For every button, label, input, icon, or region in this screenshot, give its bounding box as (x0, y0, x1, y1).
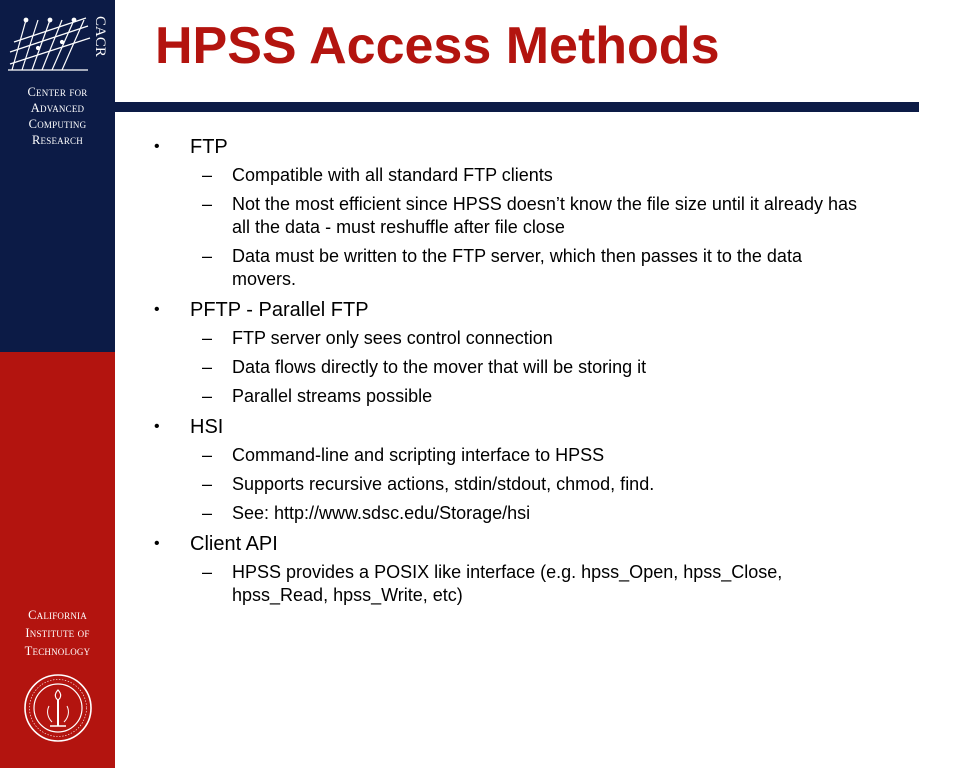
bullet-label: HSI (190, 416, 224, 438)
sub-item: – Supports recursive actions, stdin/stdout, chmod, find. (202, 474, 655, 494)
dash-icon: – (202, 246, 213, 266)
sub-list (150, 327, 870, 408)
sub-list (150, 164, 870, 291)
institution-name-line: California (28, 608, 87, 622)
org-name-line: Advanced (30, 101, 85, 115)
dash-icon: – (202, 562, 213, 582)
bullet-dot-icon: • (154, 138, 160, 155)
sub-item: – Compatible with all standard FTP clients (202, 165, 553, 185)
bullet-item (150, 531, 870, 557)
sub-list (150, 444, 870, 525)
org-name (0, 84, 115, 148)
sub-item: – See: http://www.sdsc.edu/Storage/hsi (202, 503, 531, 523)
slide-title: HPSS Access Methods (155, 17, 720, 75)
sub-item: – FTP server only sees control connection (202, 328, 553, 348)
title-divider (115, 102, 919, 112)
sub-item: – Parallel streams possible (202, 386, 433, 406)
slide-content (150, 134, 870, 613)
sub-item: – HPSS provides a POSIX like interface (e.g. hpss_Open, hpss_Close, hpss_Read, hpss_Write, etc) (202, 562, 783, 605)
bullet-item (150, 134, 870, 160)
bullet-item (150, 297, 870, 323)
bullet-label: PFTP - Parallel FTP (190, 299, 369, 321)
dash-icon: – (202, 503, 213, 523)
bullet-label: Client API (190, 533, 278, 555)
sub-item: – Command-line and scripting interface to HPSS (202, 445, 605, 465)
bullet-item (150, 414, 870, 440)
bullet-dot-icon: • (154, 535, 160, 552)
dash-icon: – (202, 328, 213, 348)
institution-name (0, 606, 115, 660)
dash-icon: – (202, 445, 213, 465)
institution-name-line: Technology (24, 644, 91, 658)
sub-item: – Data must be written to the FTP server, which then passes it to the data movers. (202, 246, 802, 289)
dash-icon: – (202, 386, 213, 406)
cacr-logo-icon (8, 12, 108, 76)
sub-item: – Not the most efficient since HPSS doesn’t know the file size until it already has all the data - must reshuffle after file close (202, 194, 857, 237)
dash-icon: – (202, 357, 213, 377)
org-name-line: Computing (28, 117, 87, 131)
sub-list (150, 561, 870, 607)
sub-item: – Data flows directly to the mover that will be storing it (202, 357, 647, 377)
institution-name-line: Institute of (25, 626, 90, 640)
org-name-line: Center for (27, 85, 88, 99)
org-name-line: Research (32, 133, 83, 147)
dash-icon: – (202, 474, 213, 494)
dash-icon: – (202, 165, 213, 185)
sidebar-top-panel (0, 0, 115, 352)
bullet-dot-icon: • (154, 301, 160, 318)
bullet-label: FTP (190, 136, 228, 158)
dash-icon: – (202, 194, 213, 214)
svg-text:CACR: CACR (92, 16, 108, 57)
bullet-dot-icon: • (154, 418, 160, 435)
caltech-seal-icon (22, 672, 94, 744)
